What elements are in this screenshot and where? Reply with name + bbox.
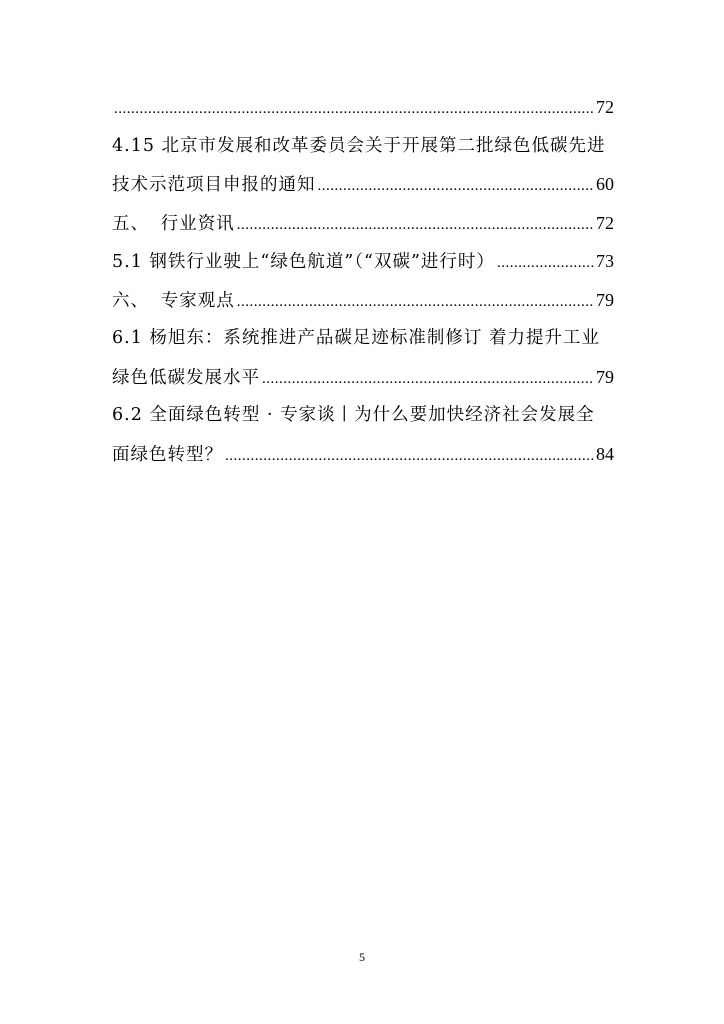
toc-entry-4-15 — [112, 127, 614, 166]
leader-dots — [497, 244, 594, 281]
toc-page-number: 73 — [596, 251, 614, 271]
toc-section-5 — [112, 204, 614, 243]
toc-entry-title: 面绿色转型？ — [112, 444, 223, 465]
toc-entry-4-15-cont — [112, 165, 614, 204]
toc-entry-5-1 — [112, 242, 614, 281]
toc-section-number: 六、 — [112, 290, 149, 311]
toc-entry-continuation — [112, 88, 614, 127]
toc-entry-6-1 — [112, 319, 614, 358]
toc-entry-title: 5.1 钢铁行业驶上“绿色航道”（“双碳”进行时） — [112, 252, 495, 272]
leader-dots — [225, 437, 594, 474]
toc-section-number: 五、 — [112, 213, 149, 234]
toc-entry-title: 4.15 北京市发展和改革委员会关于开展第二批绿色低碳先进 — [112, 135, 606, 156]
toc-entry-6-2-cont — [112, 435, 614, 474]
toc-page-number: 72 — [596, 212, 614, 233]
toc-entry-title: 6.2 全面绿色转型 · 专家谈丨为什么要加快经济社会发展全 — [112, 405, 595, 425]
toc-page-number: 60 — [596, 174, 614, 194]
toc-entry-title: 6.1 杨旭东：系统推进产品碳足迹标准制修订 着力提升工业 — [112, 328, 600, 348]
table-of-contents — [112, 88, 614, 473]
page-number: 5 — [359, 950, 365, 964]
toc-entry-6-1-cont — [112, 358, 614, 397]
toc-page-number: 84 — [596, 443, 614, 464]
leader-dots — [318, 167, 595, 204]
toc-entry-title: 绿色低碳发展水平 — [112, 367, 260, 388]
leader-dots — [114, 90, 594, 127]
toc-page-number: 79 — [596, 366, 614, 387]
leader-dots — [237, 206, 594, 243]
toc-section-title: 专家观点 — [160, 290, 235, 311]
toc-entry-6-2 — [112, 396, 614, 435]
leader-dots — [262, 360, 594, 397]
toc-entry-title: 技术示范项目申报的通知 — [112, 175, 316, 195]
toc-section-6 — [112, 281, 614, 320]
leader-dots — [237, 283, 594, 320]
toc-page-number: 72 — [596, 97, 614, 117]
toc-section-title: 行业资讯 — [160, 213, 235, 234]
toc-page-number: 79 — [596, 289, 614, 310]
